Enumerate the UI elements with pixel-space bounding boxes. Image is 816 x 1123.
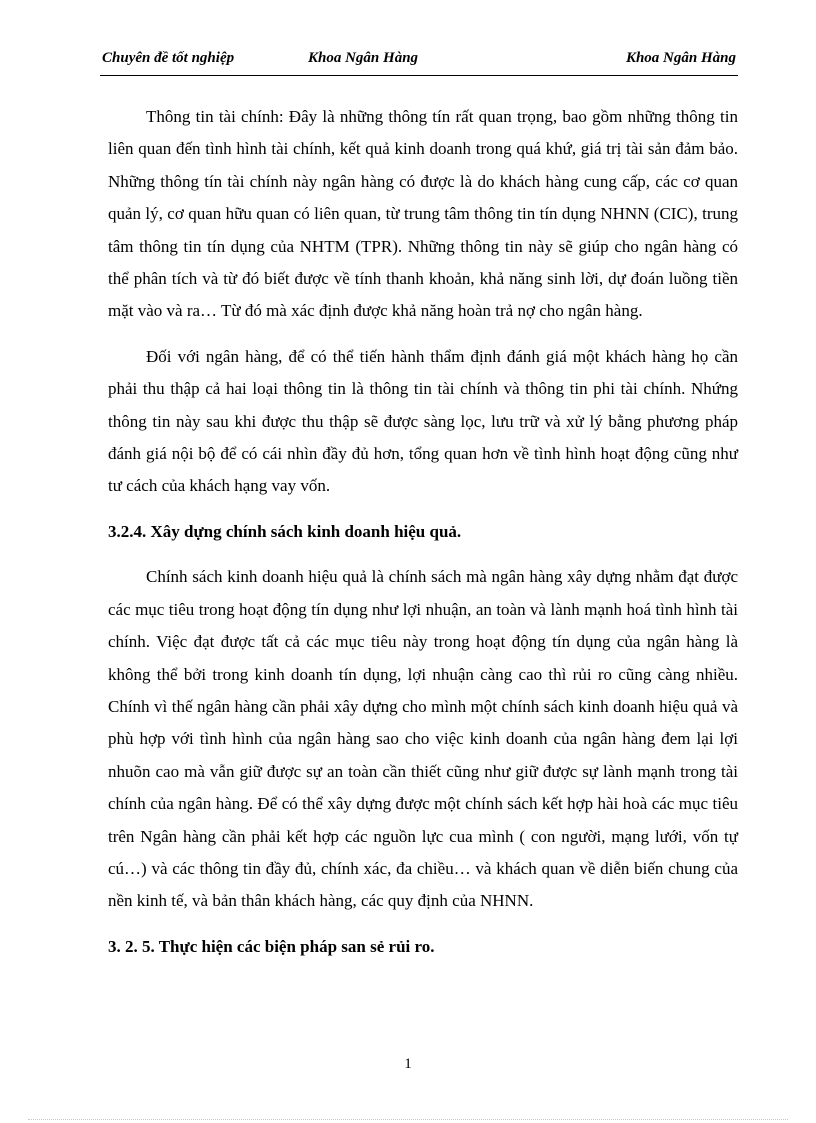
page-number: 1 — [404, 1056, 412, 1072]
header-left-text: Chuyên đề tốt nghiệp — [102, 50, 235, 66]
paragraph-business-policy: Chính sách kinh doanh hiệu quả là chính sách mà ngân hàng xây dựng nhằm đạt được các mục tiêu trong hoạt động tín dụng như lợi nhuận, an toàn và lành mạnh hoá tình hình tài chính. Việc đạt được tất cả các mục tiêu này trong hoạt động tín dụng của ngân hàng là không thể bởi trong kinh doanh tín dụng, lợi nhuận càng cao thì rủi ro cũng càng nhiều. Chính vì thế ngân hàng cần phải xây dựng cho mình một chính sách kinh doanh hiệu quả và phù hợp với tình hình của ngân hàng sao cho việc kinh doanh của ngân hàng đem lại lợi nhuõn cao mà vẫn giữ được sự an toàn cần thiết cũng như giữ được sự lành mạnh trong tài chính của ngân hàng. Để có thể xây dựng được một chính sách kết hợp hài hoà các mục tiêu trên Ngân hàng cần phải kết hợp các nguồn lực cua mình ( con người, mạng lưới, vốn tự cú…) và các thông tin đầy đủ, chính xác, đa chiều… và khách quan về diễn biến chung của nền kinh tế, và bản thân khách hàng, các quy định của NHNN. — [108, 567, 738, 911]
paragraph-financial-info: Thông tin tài chính: Đây là những thông tín rất quan trọng, bao gồm những thông tin liên quan đến tình hình tài chính, kết quả kinh doanh trong quá khứ, giá trị tài sản đảm bảo. Những thông tín tài chính này ngân hàng có được là do khách hàng cung cấp, các cơ quan quản lý, cơ quan hữu quan có liên quan, từ trung tâm thông tin tín dụng NHNN (CIC), trung tâm thông tin tín dụng của NHTM (TPR). Những thông tin này sẽ giúp cho ngân hàng có thể phân tích và từ đó biết được về tính thanh khoản, khả năng sinh lời, dự đoán luồng tiền mặt vào và ra… Từ đó mà xác định được khả năng hoàn trả nợ cho ngân hàng. — [108, 107, 738, 321]
section-heading-3-2-5: 3. 2. 5. Thực hiện các biện pháp san sẻ rủi ro. — [108, 936, 435, 956]
section-heading-3-2-4: 3.2.4. Xây dựng chính sách kinh doanh hiệu quả. — [108, 521, 462, 541]
paragraph-information-collection: Đối với ngân hàng, để có thể tiến hành thẩm định đánh giá một khách hàng họ cần phải thu thập cả hai loại thông tin là thông tin tài chính và thông tin phi tài chính. Nhứng thông tin này sau khi được thu thập sẽ được sàng lọc, lưu trữ và xử lý bằng phương pháp đánh giá nội bộ để có cái nhìn đầy đủ hơn, tổng quan hơn về tình hình hoạt động cũng như tư cách của khách hạng vay vốn. — [108, 346, 738, 496]
header-center-text: Khoa Ngân Hàng — [308, 50, 419, 66]
page-bottom-divider — [28, 1119, 788, 1120]
document-body — [108, 101, 738, 976]
page-header — [102, 50, 736, 70]
header-divider — [100, 75, 738, 76]
header-right-text: Khoa Ngân Hàng — [625, 50, 736, 66]
